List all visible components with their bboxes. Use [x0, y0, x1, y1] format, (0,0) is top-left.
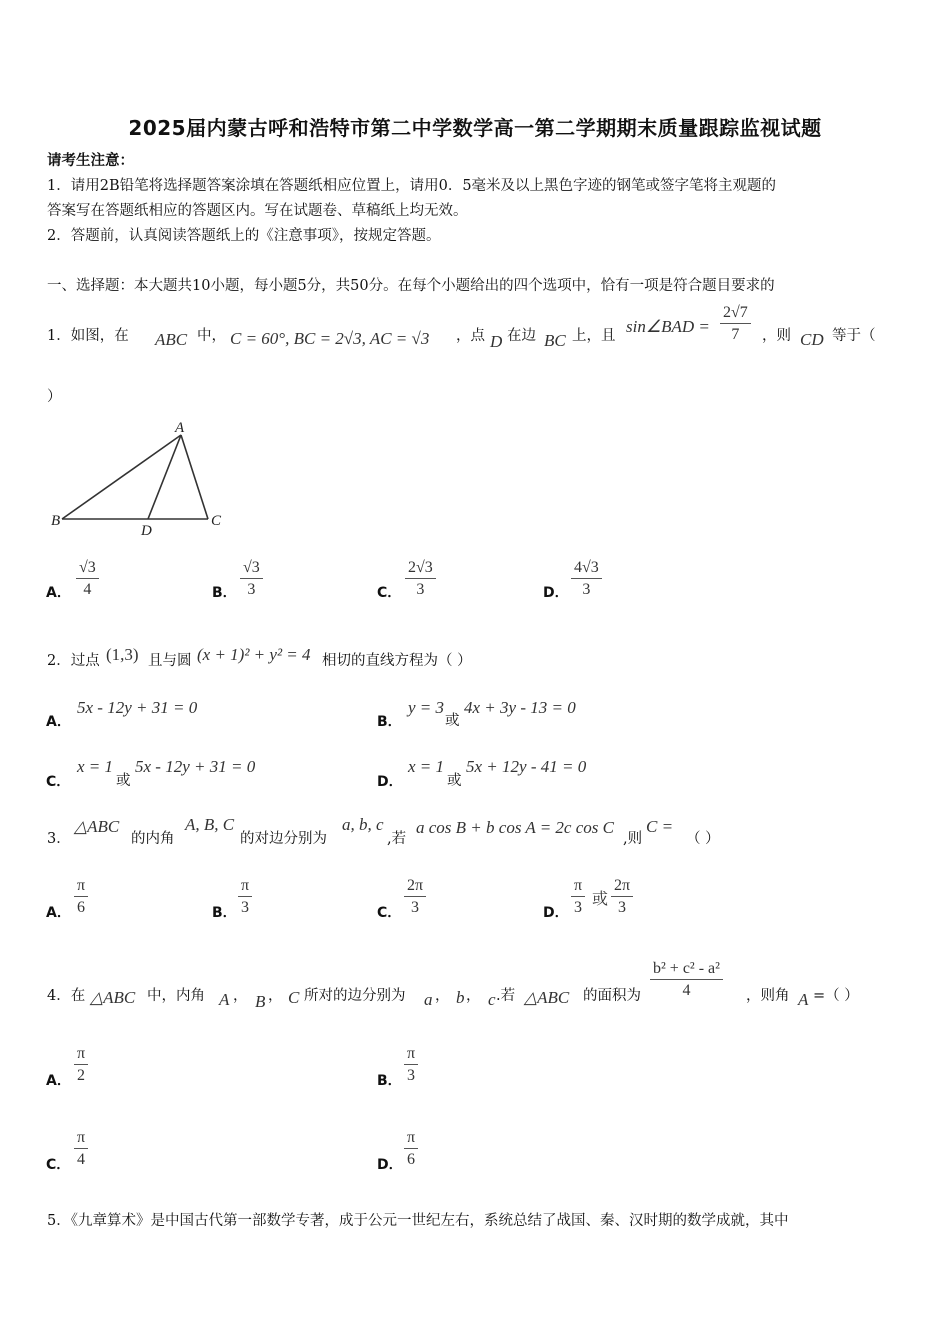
q1-text-4: 上，且	[572, 328, 616, 344]
q2-option-b-label[interactable]: B．	[377, 714, 402, 730]
q4-option-c-num: π	[74, 1129, 88, 1149]
q2-option-a-eq[interactable]: 5x - 12y + 31 = 0	[77, 698, 198, 717]
q3-option-a-num: π	[74, 877, 88, 897]
q1-text-3: 在边	[507, 328, 536, 344]
q2-point: (1,3)	[106, 645, 139, 664]
q1-text-1: 中，	[197, 328, 226, 344]
q4-a-lower: a	[424, 990, 433, 1009]
q4-b-upper: B	[255, 992, 266, 1011]
q3-option-a-label[interactable]: A．	[46, 905, 71, 921]
q1-option-b-num: √3	[240, 559, 263, 579]
q1-triangle-figure	[44, 415, 234, 540]
section-heading: 一、选择题：本大题共10小题，每小题5分，共50分。在每个小题给出的四个选项中，恰有一项是符合题目要求的	[47, 278, 775, 294]
fig-label-d: D	[141, 523, 152, 539]
q4-option-b-den: 3	[407, 1067, 416, 1084]
q4-option-d-den: 6	[407, 1151, 416, 1168]
q2-circle: (x + 1)² + y² = 4	[197, 645, 311, 664]
q1-close-paren: ）	[47, 389, 62, 405]
q4-option-b-value[interactable]	[404, 1045, 418, 1085]
q3-text-5: （ ）	[686, 831, 720, 847]
q3-angles: A, B, C	[185, 815, 235, 834]
q3-option-d-value-1[interactable]	[571, 877, 585, 917]
q4-option-b-num: π	[404, 1045, 418, 1065]
q3-option-d-num: π	[571, 877, 585, 897]
q4-b-lower: b	[456, 988, 465, 1007]
q2-option-a-label[interactable]: A．	[46, 714, 71, 730]
q1-point-d: D	[490, 332, 503, 351]
q3-option-b-value[interactable]	[238, 877, 252, 917]
q2-text-1: 且与圆	[148, 653, 192, 669]
q4-option-a-den: 2	[77, 1067, 86, 1084]
notice-line-2: 答案写在答题纸相应的答题区内。写在试题卷、草稿纸上均无效。	[47, 203, 468, 219]
q1-option-b-value[interactable]	[240, 559, 263, 599]
q1-option-d-num: 4√3	[571, 559, 602, 579]
q2-option-b-or: 或	[445, 713, 460, 729]
q4-option-a-num: π	[74, 1045, 88, 1065]
q4-triangle-2: △ABC	[524, 988, 570, 1007]
notice-heading: 请考生注意：	[47, 152, 134, 169]
q3-text-3: ,若	[387, 831, 407, 847]
q4-comma-2: ，	[268, 988, 283, 1004]
notice-line-3: 2．答题前，认真阅读答题纸上的《注意事项》，按规定答题。	[47, 228, 441, 244]
q3-option-b-den: 3	[241, 899, 250, 916]
q2-option-d-or: 或	[447, 773, 462, 789]
q3-option-d-value-2[interactable]	[611, 877, 633, 917]
q3-option-d-num2: 2π	[611, 877, 633, 897]
q4-area-numerator: b² + c² - a²	[650, 960, 723, 980]
q1-sin-denominator: 7	[731, 326, 740, 343]
q1-sin-numerator: 2√7	[720, 304, 751, 324]
q2-option-c-eq1[interactable]: x = 1	[77, 757, 114, 776]
q1-text-5: ，则	[762, 328, 791, 344]
q4-text-5: ，则角	[746, 988, 790, 1004]
question-5-text: 5．《九章算术》是中国古代第一部数学专著，成于公元一世纪左右，系统总结了战国、秦、汉时期的数学成就，其中	[47, 1213, 789, 1229]
q4-option-d-label[interactable]: D．	[377, 1157, 403, 1173]
q1-option-c-num: 2√3	[405, 559, 436, 579]
q4-text-1: 中，内角	[147, 988, 205, 1004]
q1-sin-fraction	[720, 304, 751, 344]
q3-option-a-den: 6	[77, 899, 86, 916]
q1-option-c-label[interactable]: C．	[377, 585, 402, 601]
q4-text-3: .若	[496, 988, 516, 1004]
q1-conditions: C = 60°, BC = 2√3, AC = √3	[230, 329, 430, 348]
q1-triangle: ABC	[155, 330, 188, 349]
q4-text-4: 的面积为	[583, 988, 641, 1004]
q1-option-b-den: 3	[247, 581, 256, 598]
q3-option-b-label[interactable]: B．	[212, 905, 237, 921]
q3-triangle: △ABC	[74, 817, 120, 836]
q4-text-2: 所对的边分别为	[304, 988, 406, 1004]
q2-option-d-eq1[interactable]: x = 1	[408, 757, 445, 776]
fig-label-c: C	[211, 513, 222, 529]
q4-c-upper: C	[288, 988, 300, 1007]
q3-c: C =	[646, 817, 674, 836]
q3-option-d-label[interactable]: D．	[543, 905, 569, 921]
q1-side-bc: BC	[544, 331, 566, 350]
page-title: 2025届内蒙古呼和浩特市第二中学数学高一第二学期期末质量跟踪监视试题	[128, 116, 822, 140]
q1-option-d-value[interactable]	[571, 559, 602, 599]
q2-option-b-eq1[interactable]: y = 3	[408, 698, 445, 717]
q1-option-a-den: 4	[83, 581, 92, 598]
q3-sides: a, b, c	[342, 815, 384, 834]
q3-option-c-den: 3	[411, 899, 420, 916]
q4-comma-1: ，	[233, 988, 248, 1004]
fig-side-ba	[62, 435, 181, 519]
q1-option-a-value[interactable]	[76, 559, 99, 599]
q4-triangle: △ABC	[90, 988, 136, 1007]
q2-option-c-or: 或	[116, 773, 131, 789]
q2-option-d-label[interactable]: D．	[377, 774, 403, 790]
q1-option-d-label[interactable]: D．	[543, 585, 569, 601]
q4-c-lower: c	[488, 990, 496, 1009]
q3-option-d-den2: 3	[618, 899, 627, 916]
q3-text-2: 的对边分别为	[240, 831, 327, 847]
q3-equation: a cos B + b cos A = 2c cos C	[416, 818, 614, 837]
q4-option-c-value[interactable]	[74, 1129, 88, 1169]
q3-option-d-or: 或	[592, 891, 609, 908]
q3-option-c-value[interactable]	[404, 877, 426, 917]
q2-option-c-eq2[interactable]: 5x - 12y + 31 = 0	[135, 757, 256, 776]
q4-a-upper: A	[219, 990, 230, 1009]
q4-option-a-value[interactable]	[74, 1045, 88, 1085]
notice-line-1: 1．请用2B铅笔将选择题答案涂填在答题纸相应位置上，请用0．5毫米及以上黑色字迹的钢笔或签字笔将主观题的	[47, 178, 777, 194]
q4-comma-4: ，	[466, 988, 481, 1004]
q1-option-a-num: √3	[76, 559, 99, 579]
q1-number: 1．如图，在	[47, 328, 129, 344]
q1-option-a-label[interactable]: A．	[46, 585, 71, 601]
q2-option-b-eq2[interactable]: 4x + 3y - 13 = 0	[464, 698, 576, 717]
q1-option-d-den: 3	[582, 581, 591, 598]
q3-text-4: ,则	[623, 831, 643, 847]
q1-option-c-den: 3	[416, 581, 425, 598]
q4-comma-3: ，	[435, 988, 450, 1004]
q1-option-c-value[interactable]	[405, 559, 436, 599]
q3-option-c-num: 2π	[404, 877, 426, 897]
q4-option-a-label[interactable]: A．	[46, 1073, 71, 1089]
q4-area-denominator: 4	[682, 982, 691, 999]
q2-text-2: 相切的直线方程为（ ）	[322, 653, 472, 669]
q4-number: 4．在	[47, 988, 86, 1004]
q3-option-d-den: 3	[574, 899, 583, 916]
q2-option-c-label[interactable]: C．	[46, 774, 71, 790]
q4-text-6: =（ ）	[813, 988, 859, 1004]
q3-option-c-label[interactable]: C．	[377, 905, 402, 921]
q4-option-c-label[interactable]: C．	[46, 1157, 71, 1173]
q1-segment-cd: CD	[800, 330, 824, 349]
q4-option-b-label[interactable]: B．	[377, 1073, 402, 1089]
q1-sin: sin∠BAD =	[626, 317, 710, 336]
fig-label-b: B	[51, 513, 61, 529]
q1-option-b-label[interactable]: B．	[212, 585, 237, 601]
q4-a-upper-2: A	[798, 990, 809, 1009]
q4-area-fraction	[650, 960, 723, 1000]
fig-label-a: A	[175, 420, 185, 436]
q2-number: 2．过点	[47, 653, 100, 669]
q3-text-1: 的内角	[131, 831, 175, 847]
q4-option-c-den: 4	[77, 1151, 86, 1168]
q3-option-a-value[interactable]	[74, 877, 88, 917]
q1-text-6: 等于（	[832, 328, 876, 344]
q4-option-d-value[interactable]	[404, 1129, 418, 1169]
q3-option-b-num: π	[238, 877, 252, 897]
q2-option-d-eq2[interactable]: 5x + 12y - 41 = 0	[466, 757, 587, 776]
q3-number: 3．	[47, 831, 71, 847]
fig-side-ac	[181, 435, 208, 519]
q1-text-2: ，点	[456, 328, 485, 344]
q4-option-d-num: π	[404, 1129, 418, 1149]
